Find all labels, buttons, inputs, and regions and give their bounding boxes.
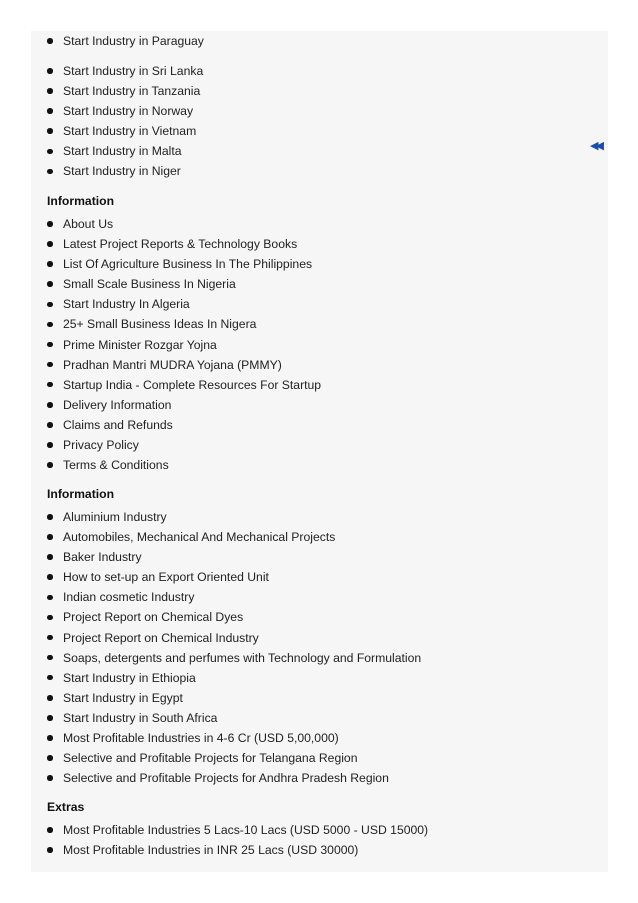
footer-link-item[interactable]: Privacy Policy (47, 435, 567, 455)
footer-link-item[interactable]: About Us (47, 214, 567, 234)
footer-link-item[interactable]: How to set-up an Export Oriented Unit (47, 567, 567, 587)
footer-link-item[interactable]: Soaps, detergents and perfumes with Technology and Formulation (47, 648, 567, 668)
section-heading-information: Information (47, 194, 115, 208)
footer-link-item[interactable]: Delivery Information (47, 395, 567, 415)
footer-link-item[interactable]: List Of Agriculture Business In The Philippines (47, 254, 567, 274)
footer-link-item[interactable]: Pradhan Mantri MUDRA Yojana (PMMY) (47, 355, 567, 375)
footer-link-item[interactable]: Terms & Conditions (47, 455, 567, 475)
section-heading-information-industries: Information (47, 487, 115, 501)
footer-link-item[interactable]: Selective and Profitable Projects for Telangana Region (47, 748, 567, 768)
footer-link-item[interactable]: Prime Minister Rozgar Yojna (47, 335, 567, 355)
footer-link-item[interactable]: Project Report on Chemical Industry (47, 628, 567, 648)
double-left-arrow-icon[interactable]: ◀◀ (590, 140, 601, 152)
footer-link-item[interactable]: Startup India - Complete Resources For Startup (47, 375, 567, 395)
footer-link-item[interactable]: Small Scale Business In Nigeria (47, 274, 567, 294)
footer-link-item[interactable]: Start Industry in Ethiopia (47, 668, 567, 688)
footer-link-item[interactable]: Start Industry In Algeria (47, 294, 567, 314)
footer-link-item[interactable]: Latest Project Reports & Technology Books (47, 234, 567, 254)
footer-link-item[interactable]: Start Industry in Egypt (47, 688, 567, 708)
footer-link-item[interactable]: Aluminium Industry (47, 507, 567, 527)
footer-link-item[interactable]: 25+ Small Business Ideas In Nigera (47, 314, 567, 334)
country-links-top (47, 31, 567, 51)
section-heading-extras: Extras (47, 800, 85, 814)
footer-link-item[interactable]: Start Industry in Sri Lanka (47, 61, 567, 81)
footer-link-item[interactable]: Most Profitable Industries in 4-6 Cr (USD 5,00,000) (47, 728, 567, 748)
footer-link-item[interactable]: Selective and Profitable Projects for Andhra Pradesh Region (47, 768, 567, 788)
footer-link-item[interactable]: Automobiles, Mechanical And Mechanical Projects (47, 527, 567, 547)
footer-link-item[interactable]: Start Industry in South Africa (47, 708, 567, 728)
extras-links (47, 820, 567, 860)
footer-link-item[interactable]: Most Profitable Industries 5 Lacs-10 Lacs (USD 5000 - USD 15000) (47, 820, 567, 840)
footer-link-item[interactable]: Start Industry in Norway (47, 101, 567, 121)
country-links (47, 61, 567, 182)
footer-link-item[interactable]: Start Industry in Paraguay (47, 31, 567, 51)
footer-link-item[interactable]: Start Industry in Vietnam (47, 121, 567, 141)
industry-links (47, 507, 567, 788)
footer-link-item[interactable]: Start Industry in Tanzania (47, 81, 567, 101)
footer-link-item[interactable]: Most Profitable Industries in INR 25 Lacs (USD 30000) (47, 840, 567, 860)
footer-link-item[interactable]: Project Report on Chemical Dyes (47, 607, 567, 627)
footer-link-item[interactable]: Claims and Refunds (47, 415, 567, 435)
footer-link-item[interactable]: Baker Industry (47, 547, 567, 567)
footer-link-item[interactable]: Start Industry in Malta (47, 141, 567, 161)
footer-link-item[interactable]: Indian cosmetic Industry (47, 587, 567, 607)
information-links (47, 214, 567, 475)
footer-link-item[interactable]: Start Industry in Niger (47, 161, 567, 181)
